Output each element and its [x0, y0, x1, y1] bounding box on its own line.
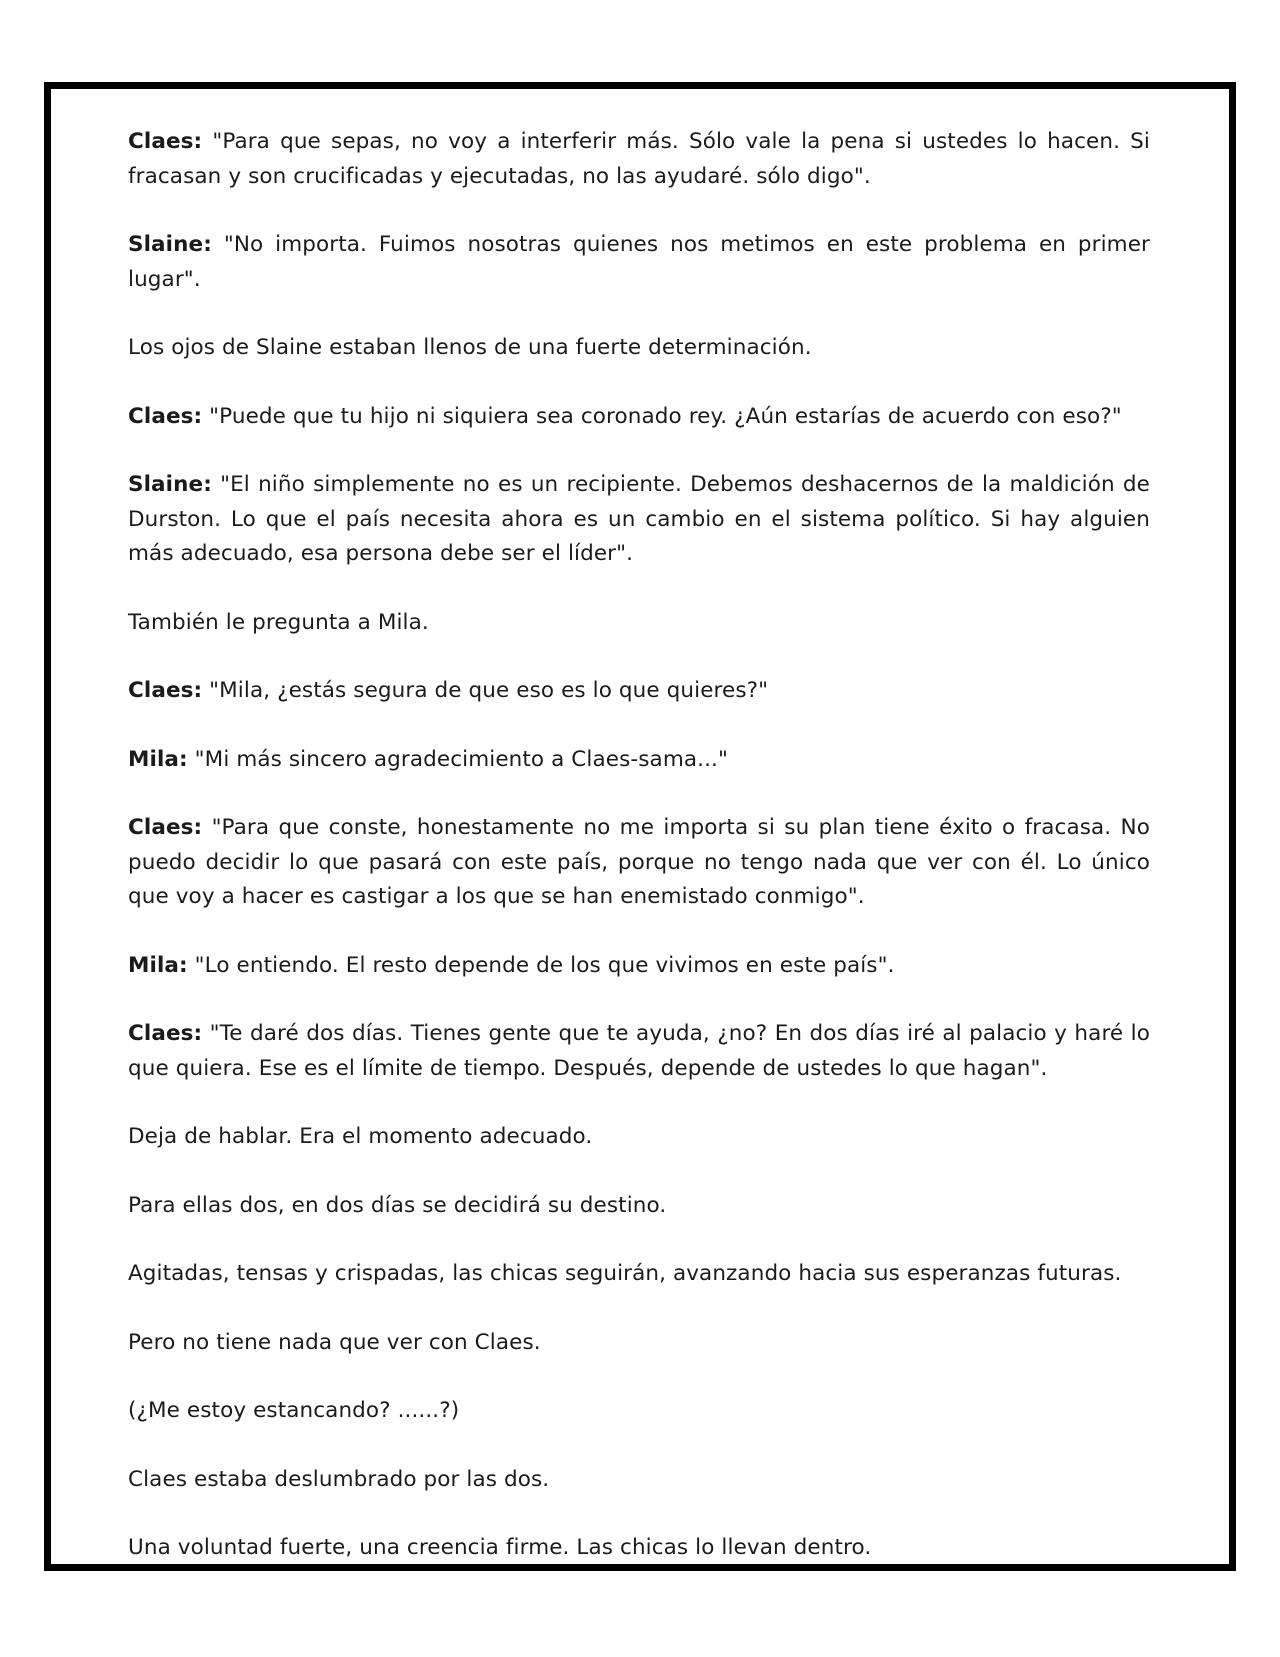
paragraph	[128, 1257, 1150, 1292]
paragraph-text: Los ojos de Slaine estaban llenos de una fuerte determinación.	[128, 335, 812, 360]
paragraph-text: Deja de hablar. Era el momento adecuado.	[128, 1124, 593, 1149]
paragraph-text: "No importa. Fuimos nosotras quienes nos metimos en este problema en primer lugar".	[128, 232, 1150, 292]
paragraph-text: "El niño simplemente no es un recipiente. Debemos deshacernos de la maldición de Durston. Lo que el país necesita ahora es un cambio en el sistema político. Si hay alguien más adecuado, esa persona debe ser el líder".	[128, 472, 1150, 566]
paragraph-text: "Para que conste, honestamente no me importa si su plan tiene éxito o fracasa. No puedo decidir lo que pasará con este país, porque no tengo nada que ver con él. Lo único que voy a hacer es castigar a los que se han enemistado conmigo".	[128, 815, 1150, 909]
paragraph	[128, 674, 1150, 709]
paragraph	[128, 1189, 1150, 1224]
speaker-label: Claes:	[128, 815, 203, 840]
paragraph-text: "Lo entiendo. El resto depende de los que vivimos en este país".	[187, 952, 895, 978]
speaker-label: Mila:	[128, 952, 188, 978]
paragraph	[128, 228, 1150, 297]
paragraph	[128, 468, 1150, 572]
speaker-label: Claes:	[128, 403, 203, 429]
paragraph-text: Una voluntad fuerte, una creencia firme. Las chicas lo llevan dentro.	[128, 1535, 872, 1560]
paragraph	[128, 1531, 1150, 1566]
paragraph	[128, 400, 1150, 435]
paragraph	[128, 331, 1150, 366]
paragraph	[128, 1017, 1150, 1086]
paragraph-text: "Te daré dos días. Tienes gente que te ayuda, ¿no? En dos días iré al palacio y haré lo que quiera. Ese es el límite de tiempo. Después, depende de ustedes lo que hagan".	[128, 1021, 1150, 1081]
paragraph-text: "Puede que tu hijo ni siquiera sea coronado rey. ¿Aún estarías de acuerdo con eso?"	[202, 403, 1122, 429]
paragraph	[128, 125, 1150, 194]
paragraph-text: "Mila, ¿estás segura de que eso es lo que quieres?"	[202, 678, 769, 703]
paragraph	[128, 811, 1150, 915]
paragraph	[128, 1463, 1150, 1498]
paragraph-text: (¿Me estoy estancando? ......?)	[128, 1398, 460, 1423]
paragraph-text: Agitadas, tensas y crispadas, las chicas seguirán, avanzando hacia sus esperanzas futuras.	[128, 1261, 1122, 1286]
paragraph-text: Claes estaba deslumbrado por las dos.	[128, 1466, 550, 1492]
paragraph-text: Para ellas dos, en dos días se decidirá su destino.	[128, 1192, 667, 1218]
speaker-label: Claes:	[128, 1021, 203, 1046]
paragraph	[128, 606, 1150, 641]
paragraph	[128, 1394, 1150, 1429]
paragraph-text: "Para que sepas, no voy a interferir más. Sólo vale la pena si ustedes lo hacen. Si fracasan y son crucificadas y ejecutadas, no las ayudaré. sólo digo".	[128, 129, 1150, 189]
paragraph	[128, 1326, 1150, 1361]
speaker-label: Mila:	[128, 746, 188, 772]
paragraph	[128, 743, 1150, 778]
paragraph-text: Pero no tiene nada que ver con Claes.	[128, 1329, 541, 1355]
speaker-label: Claes:	[128, 678, 203, 703]
paragraph	[128, 949, 1150, 984]
speaker-label: Claes:	[128, 129, 203, 154]
paragraph-text: "Mi más sincero agradecimiento a Claes-sama..."	[187, 746, 728, 772]
speaker-label: Slaine:	[128, 232, 212, 257]
document-body	[128, 125, 1150, 1566]
speaker-label: Slaine:	[128, 472, 212, 497]
paragraph-text: También le pregunta a Mila.	[128, 609, 429, 635]
paragraph	[128, 1120, 1150, 1155]
